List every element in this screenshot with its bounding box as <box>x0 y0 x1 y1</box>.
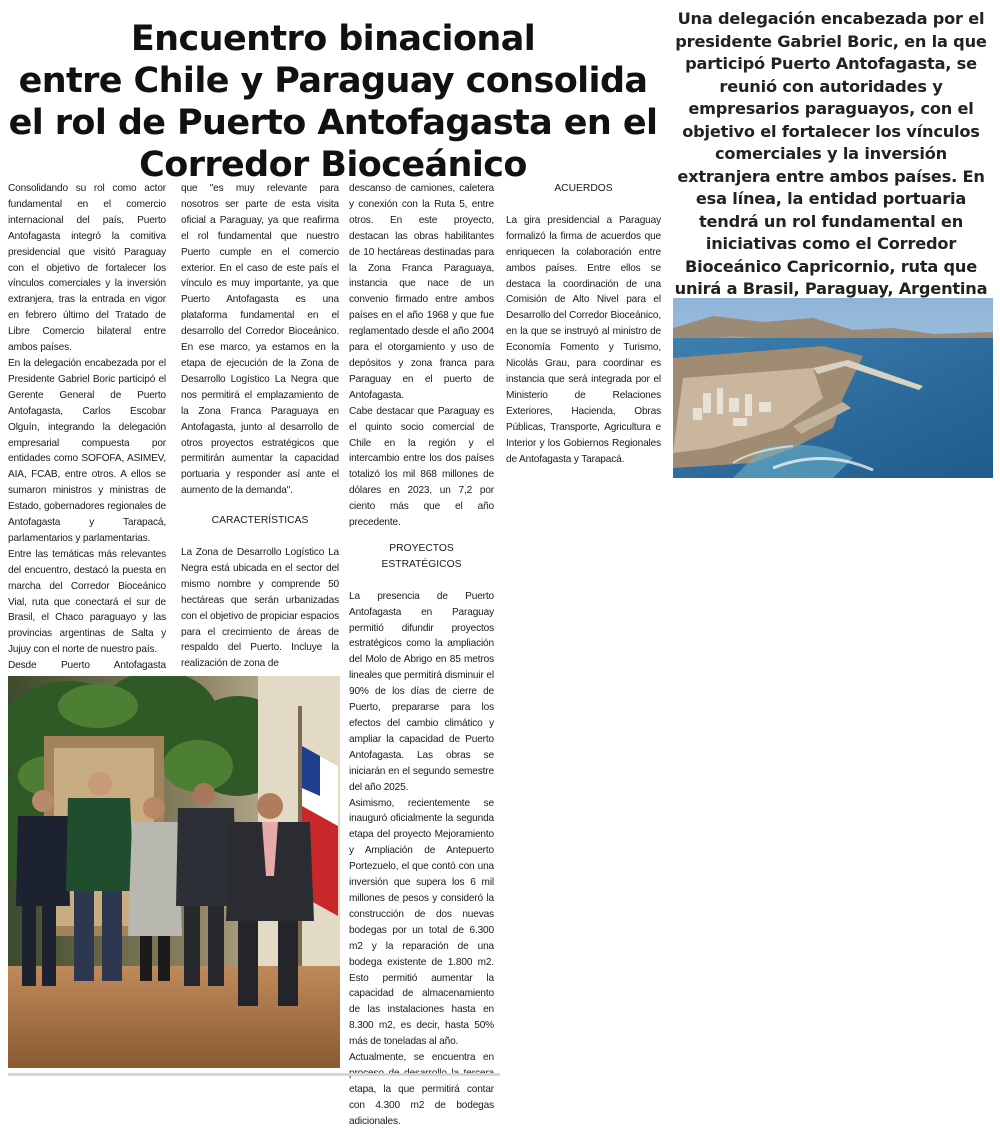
headline-line: entre Chile y Paraguay consolida <box>18 61 648 101</box>
paragraph: Cabe destacar que Paraguay es el quinto socio comercial de Chile en la región y el intercambio entre los dos países totalizó los mil 868 millones de dólares en 2023, un 7,2 por ciento más que el año precedente. <box>349 405 494 529</box>
delegation-group-photo <box>8 676 340 1068</box>
article-column-1 <box>8 181 166 690</box>
headline-line: el rol de Puerto Antofagasta en el <box>8 103 658 143</box>
paragraph: descanso de camiones, caletera y conexión con la Ruta 5, entre otros. En este proyecto, destacan las obras habilitantes de 10 hectáreas destinadas para la Zona Franca Paraguaya, instancia que nace de un convenio firmado entre ambos países en el año 1968 y que fue reglamentado desde el año 2004 para el otorgamiento y uso de depósitos y zona franca para Paraguay en el puerto de Antofagasta. <box>349 183 494 401</box>
paragraph: que "es muy relevante para nosotros ser parte de esta visita oficial a Paraguay, ya que reafirma el rol fundamental que nuestro Puerto cumple en el comercio exterior. En el caso de este país el vínculo es muy importante, ya que Puerto Antofagasta es una plataforma fundamental en el desarrollo del Corredor Bioceánico. En ese marco, ya estamos en la etapa de ejecución de la Zona de Desarrollo Logístico La Negra que nos permitirá el emplazamiento de la Zona Franca Paraguaya en Antofagasta, junto al desarrollo de otros proyectos estratégicos que permitirán aumentar la capacidad portuaria y responder así ante el aumento de la demanda". <box>181 183 339 497</box>
paragraph: Actualmente, se encuentra en etapa, la que permitirá contar con 4.300 m2 de bodegas adicionales. <box>349 1052 494 1127</box>
lede-summary: Una delegación encabezada por el presidente Gabriel Boric, en la que participó Puerto Antofagasta, se reunió con autoridades y empresarios paraguayos, con el objetivo el fortalecer los vínculos comerciales y la inversión extranjera entre ambos países. En esa línea, la entidad portuaria tendrá un rol fundamental en iniciativas como el Corredor Bioceánico Capricornio, ruta que unirá a Brasil, Paraguay, Argentina <box>674 9 988 298</box>
article-column-4 <box>506 181 661 467</box>
headline-line: Corredor Bioceánico <box>139 145 527 185</box>
headline <box>4 18 662 186</box>
section-heading-acuerdos: ACUERDOS <box>554 183 613 194</box>
article-column-3 <box>349 181 494 1130</box>
paragraph: La gira presidencial a Paraguay formalizó la firma de acuerdos que enriquecen la colaboración entre ambos países. Entre ellos se destaca la coordinación de una Comisión de Alto Nivel para el Desarrollo del Corredor Bioceánico, en la que se instruyó al ministro de Economía Fomento y Turismo, Nicolás Grau, para coordinar es instancia que será integrada por el Ministerio de Relaciones Exteriores, Hacienda, Obras Públicas, Transporte, Agricultura e Interior y los Gobiernos Regionales de Antofagasta y Tarapacá. <box>506 214 661 465</box>
paragraph: La Zona de Desarrollo Logístico La Negra está ubicada en el sector del mismo nombre y comprende 50 hectáreas que serán urbanizadas con el objetivo de propiciar espacios para el crecimiento de áreas de respaldo del Puerto. Incluye la realización de zona de <box>181 547 339 670</box>
paragraph: La presencia de Puerto Antofagasta en Paraguay permitió difundir proyectos estratégicos como la ampliación del Molo de Abrigo en 85 metros lineales que permitirá disminuir el 90% de los días de cierre de Puerto, prepararse para los efectos del cambio climático y ampliar la capacidad de Puerto Antofagasta. Las obras se iniciarán en el segundo semestre del año 2025. <box>349 590 494 793</box>
divider <box>8 1073 500 1076</box>
section-heading-caracteristicas: CARACTERÍSTICAS <box>211 515 309 527</box>
paragraph: En la delegación encabezada por el Presidente Gabriel Boric participó el Gerente General de Puerto Antofagasta, Carlos Escobar Olguín, integrando la delegación empresarial compuesta por entidades como SOFOFA, ASIMEV, AIA, FCAB, entre otros. A ellos se sumaron ministros y ministras de Estado, gobernadores regionales de Antofagasta y Tarapacá, parlamentarios y parlamentarias. <box>8 357 166 544</box>
port-aerial-photo <box>673 298 993 478</box>
paragraph: Asimismo, recientemente se inauguró oficialmente la segunda etapa del proyecto Mejoramiento y Ampliación de Antepuerto Portezuelo, el que contó con una inversión que supera los 6 mil millones de pesos y consideró la construcción de dos nuevas bodegas por un total de 6.300 m2 y la reparación de una bodega existente de 1.800 m2. Esto permitió aumentar la capacidad de almacenamiento de las instalaciones hasta en 8.300 m2, es decir, hasta 50% más de toneladas al año. <box>349 797 494 1048</box>
paragraph: Entre las temáticas más relevantes del encuentro, destacó la puesta en marcha del Corredor Bioceánico Vial, ruta que conectará el sur de Brasil, el Chaco paraguayo y las provincias argentinas de Salta y Jujuy con el norte de nuestro país. <box>8 548 166 656</box>
article-column-2 <box>181 181 339 672</box>
paragraph: Consolidando su rol como actor fundamental en el comercio internacional del país, Puerto Antofagasta integró la comitiva presidencial que visitó Paraguay con el objetivo de fortalecer los vínculos comerciales y la inversión extranjera, tras la entrada en vigor en febrero último del Tratado de Libre Comercio bilateral entre ambos países. <box>8 183 166 354</box>
paragraph: Desde Puerto Antofagasta <box>8 660 166 672</box>
section-heading-proyectos: PROYECTOS ESTRATÉGICOS <box>381 542 462 570</box>
headline-line: Encuentro binacional <box>130 19 536 59</box>
